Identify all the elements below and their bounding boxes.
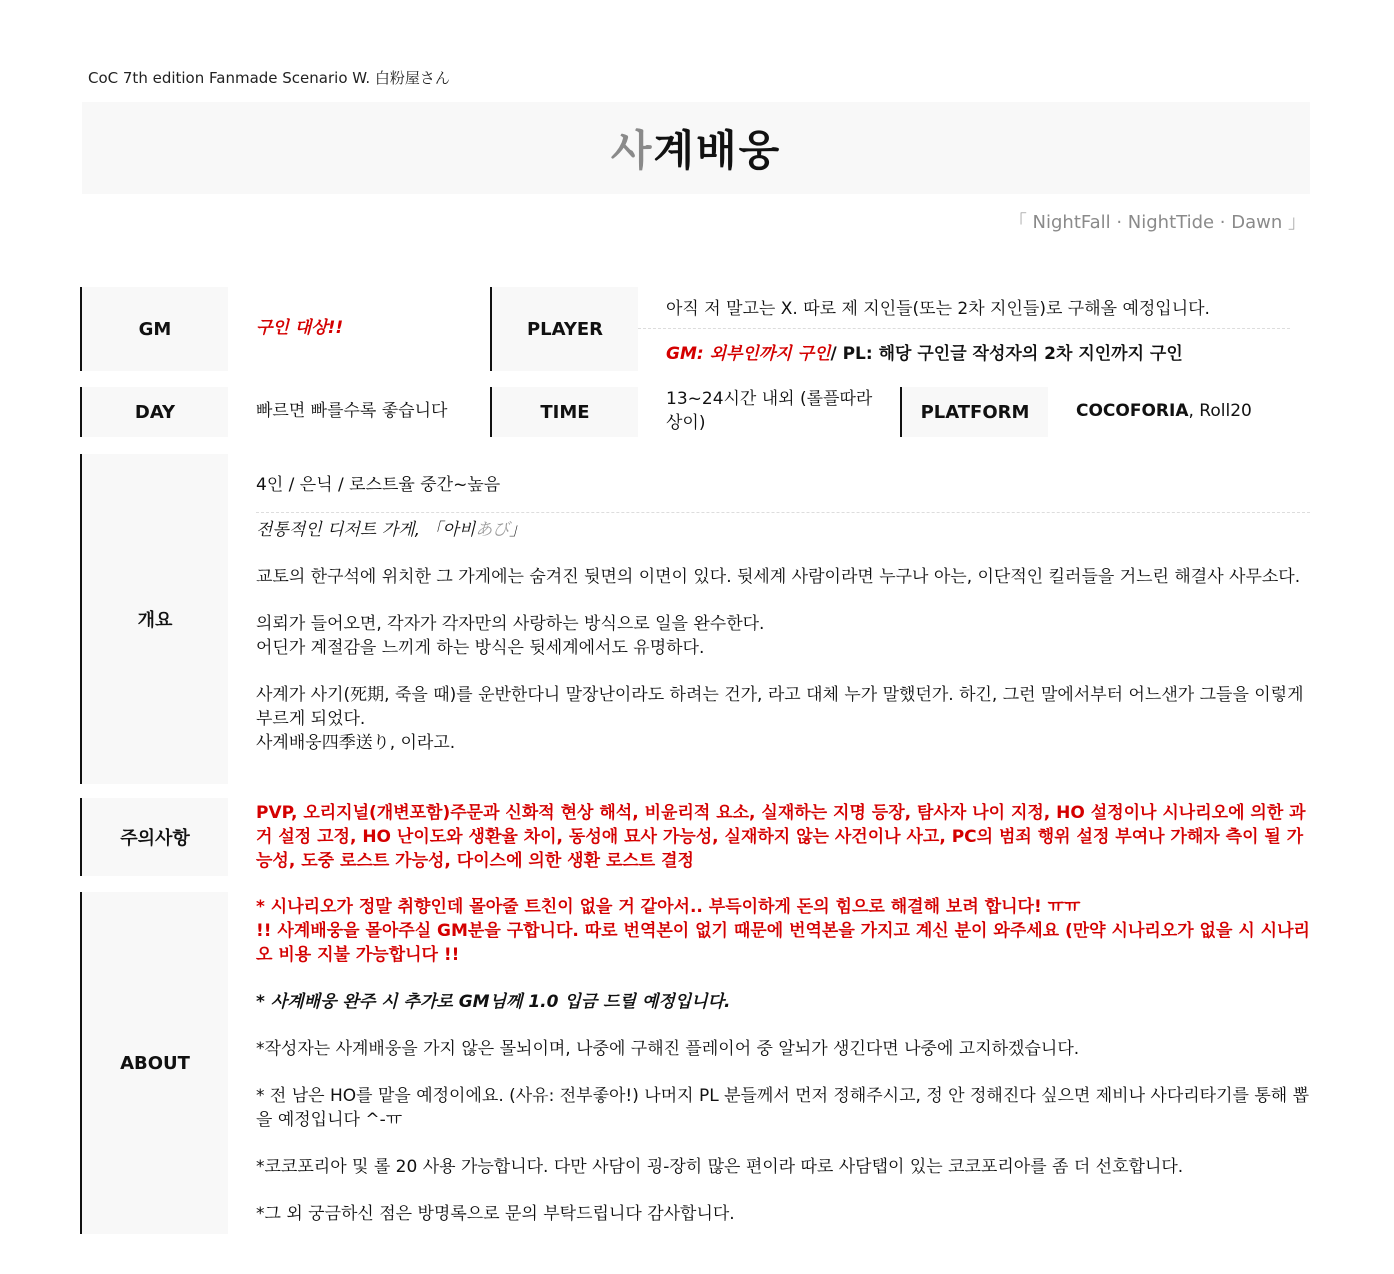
platform-label: PLATFORM	[900, 387, 1048, 437]
tagline-kana: あび	[475, 520, 510, 540]
overview-label: 개요	[80, 454, 228, 784]
title-first-char: 사	[610, 126, 654, 175]
overview-content	[228, 452, 1310, 784]
overview-body	[256, 513, 1310, 755]
credit-line: CoC 7th edition Fanmade Scenario W. 白粉屋さん	[88, 69, 450, 87]
platform-value-bold: COCOFORIA	[1076, 401, 1189, 422]
overview-para3-line1: 사계가 사기(死期, 죽을 때)를 운반한다니 말장난이라도 하려는 건가, 라고 대체 누가 말했던가. 하긴, 그런 말에서부터 어느샌가 그들을 이렇게 부르게 되었다.	[256, 685, 1304, 729]
time-label: TIME	[490, 387, 638, 437]
subtitle: 「 NightFall · NightTide · Dawn 」	[1008, 212, 1306, 233]
about-note1: *작성자는 사계배웅을 가지 않은 몰뇌이며, 나중에 구해진 플레이어 중 알뇌가 생긴다면 나중에 고지하겠습니다.	[256, 1039, 1080, 1059]
player-value-cell	[638, 285, 1290, 373]
platform-value-rest: , Roll20	[1188, 401, 1252, 422]
overview-para2-line1: 의뢰가 들어오면, 각자가 각자만의 사랑하는 방식으로 일을 완수한다.	[256, 614, 765, 634]
player-line1-row	[638, 285, 1290, 329]
about-bonus: * 사계배웅 완주 시 추가로 GM님께 1.0 입금 드릴 예정입니다.	[256, 992, 731, 1012]
row-gm-player	[80, 285, 1290, 373]
row-about	[80, 890, 1310, 1234]
time-value: 13~24시간 내외 (롤플따라 상이)	[666, 389, 873, 433]
day-label: DAY	[80, 387, 228, 437]
overview-meta-row	[256, 452, 1310, 513]
player-line2-red: GM: 외부인까지 구인	[666, 343, 831, 364]
gm-value-cell	[228, 285, 490, 373]
about-note4: *그 외 궁금하신 점은 방명록으로 문의 부탁드립니다 감사합니다.	[256, 1204, 735, 1224]
row-overview	[80, 452, 1310, 784]
about-label: ABOUT	[80, 892, 228, 1234]
title-rest: 계배웅	[653, 126, 782, 175]
overview-para3-line2: 사계배웅四季送り, 이라고.	[256, 733, 456, 753]
about-red1: * 시나리오가 정말 취향인데 몰아줄 트친이 없을 거 같아서.. 부득이하게 돈의 힘으로 해결해 보려 합니다! ㅠㅠ	[256, 897, 1081, 917]
overview-meta: 4인 / 은닉 / 로스트율 중간~높음	[256, 474, 501, 495]
day-value-cell	[228, 385, 490, 439]
player-line1: 아직 저 말고는 X. 따로 제 지인들(또는 2차 지인들)로 구해올 예정입니다.	[666, 299, 1210, 319]
caution-label: 주의사항	[80, 798, 228, 876]
overview-para2-line2: 어딘가 계절감을 느끼게 하는 방식은 뒷세계에서도 유명하다.	[256, 638, 705, 658]
caution-text: PVP, 오리지널(개변포함)주문과 신화적 현상 해석, 비윤리적 요소, 실재하는 지명 등장, 탐사자 나이 지정, HO 설정이나 시나리오에 의한 과거 설정 고정, HO 난이도와 생환율 차이, 동성애 묘사 가능성, 실재하지 않는 사건이나 사고, PC의 범죄 행위 설정 부여나 가해자 측이 될 가능성, 도중 로스트 가능성, 다이스에 의한 생환 로스트 결정	[256, 803, 1306, 871]
caution-content	[228, 796, 1310, 878]
gm-label: GM	[80, 287, 228, 371]
about-content	[228, 890, 1310, 1234]
player-line2-row	[638, 329, 1290, 373]
player-label: PLAYER	[490, 287, 638, 371]
platform-value	[1076, 400, 1310, 424]
about-note3: *코코포리아 및 롤 20 사용 가능합니다. 다만 사담이 굉-장히 많은 편이라 따로 사담탭이 있는 코코포리아를 좀 더 선호합니다.	[256, 1157, 1184, 1177]
overview-para1: 교토의 한구석에 위치한 그 가게에는 숨겨진 뒷면의 이면이 있다. 뒷세계 사람이라면 누구나 아는, 이단적인 킬러들을 거느린 해결사 사무소다.	[256, 567, 1301, 587]
platform-value-cell	[1048, 385, 1310, 439]
player-line2-rest: / PL: 해당 구인글 작성자의 2차 지인까지 구인	[830, 343, 1183, 364]
tagline-main: 전통적인 디저트 가게, 「아비	[256, 520, 476, 540]
day-value: 빠르면 빠를수록 좋습니다	[256, 401, 448, 422]
tagline-end: 」	[509, 520, 527, 540]
about-red2: !! 사계배웅을 몰아주실 GM분을 구합니다. 따로 번역본이 없기 때문에 번역본을 가지고 계신 분이 와주세요 (만약 시나리오가 없을 시 시나리오 비용 지불 가능합니다 !!	[256, 921, 1310, 965]
overview-tagline	[256, 518, 1310, 542]
row-day-time-platform	[80, 385, 1310, 439]
page-title	[611, 118, 781, 178]
row-caution	[80, 796, 1310, 878]
gm-value: 구인 대상!!	[256, 318, 344, 339]
about-note2: * 전 남은 HO를 맡을 예정이에요. (사유: 전부좋아!) 나머지 PL 분들께서 먼저 정해주시고, 정 안 정해진다 싶으면 제비나 사다리타기를 통해 뽑을 예정입니다 ^-ㅠ	[256, 1086, 1310, 1130]
time-value-cell	[638, 385, 900, 439]
title-banner	[82, 102, 1310, 194]
